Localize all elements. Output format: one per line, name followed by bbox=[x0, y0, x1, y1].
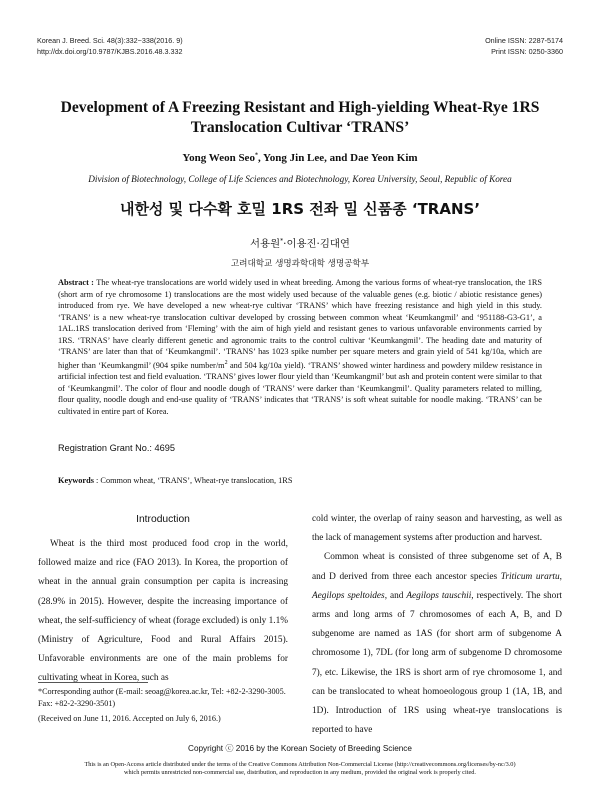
author-1: Yong Weon Seo bbox=[182, 152, 255, 164]
species-triticum: Triticum urartu bbox=[500, 571, 560, 582]
registration-grant: Registration Grant No.: 4695 bbox=[58, 443, 175, 453]
korean-corresponding-mark: * bbox=[280, 237, 284, 245]
left-column bbox=[38, 510, 288, 689]
korean-affiliation: 고려대학교 생명과학대학 생명공학부 bbox=[230, 259, 370, 269]
intro-paragraph-2: cold winter, the overlap of rainy season and harvesting, as well as the lack of management systems after production and harvest. bbox=[312, 514, 562, 544]
keywords-text: : Common wheat, ‘TRANS’, Wheat-rye translocation, 1RS bbox=[93, 476, 293, 485]
doi-link[interactable]: http://dx.doi.org/10.9787/KJBS.2016.48.3.332 bbox=[37, 46, 183, 56]
abstract-text-2: and 504 kg/10a yield). ‘TRANS’ showed winter hardiness and powdery mildew resistance in artificial infection test and field evaluation. ‘TRANS’ gives lower flour yield than ‘Keumkangmil’ but ash and protein content were similar to that of ‘Keumkangmil’. The color of flour and noodle dough of ‘TRANS’ were darker than ‘Keumkangmil’. Quality parameters related to milling, flour quality, noodle dough and end-use quality of ‘TRANS’ indicates that ‘TRANS’ is soft wheat suitable for noodle making. ‘TRANS’ can be cultivated in entire part of Korea. bbox=[58, 360, 542, 416]
author-list bbox=[40, 152, 560, 164]
print-issn: Print ISSN: 0250-3360 bbox=[491, 46, 563, 56]
species-aegilops-tauschii: Aegilops tauschii bbox=[406, 590, 472, 601]
keywords bbox=[58, 476, 542, 485]
korean-authors bbox=[40, 235, 560, 250]
article-title bbox=[40, 98, 560, 138]
korean-other-authors: ·이용진·김대연 bbox=[283, 238, 350, 250]
korean-title: 내한성 및 다수확 호밀 1RS 전좌 밀 신품종 ‘TRANS’ bbox=[119, 200, 481, 218]
right-column bbox=[312, 510, 562, 740]
abstract-text-1: The wheat-rye translocations are world widely used in wheat breeding. Among the various forms of wheat-rye translocation, the 1RS (short arm of rye chromosome 1) translocations are the most widely used because of the valuable genes (e.g. biotic / abiotic resistance genes) introduced from rye. We have developed a new wheat-rye cultivar ‘TRANS’ which have freezing resistance and high yield in this study. ‘TRANS’ is a new wheat-rye translocation cultivar developed by crossing between common wheat ‘Keumkangmil’ and ‘951188-G3-G1’, a 1AL.1RS translocation derived from ‘Fleming’ with the aim of high yield and resistant genes to various unfavorable environments carried by 1RS. ‘TRNAS’ have clearly different genetic and agronomic traits to the control cultivar ‘Keumkangmil’. The heading date and maturity of ‘TRANS’ are later than that of ‘Keumkangmil’. ‘TRANS’ has 1023 spike number per square meters and grain yield of 541 kg/10a, which are higher than ‘Keumkangmil’ (904 spike number/m bbox=[58, 278, 542, 370]
section-heading-introduction: Introduction bbox=[136, 514, 190, 525]
intro-paragraph-1: Wheat is the third most produced food crop in the world, followed maize and rice (FAO 2013). In Korea, the proportion of wheat in the annual grain consumption per capita is increasing (28.9% in 2015). However, despite the increasing importance of wheat, the self-sufficiency of wheat (forage excluded) is only 1.1% (Ministry of Agriculture, Food and Rural Affairs 2015). Unfavorable environments are one of the main problems for cultivating wheat in Korea, such as bbox=[38, 539, 288, 684]
abstract-superscript: 2 bbox=[224, 359, 228, 366]
species-aegilops-speltoides: Aegilops speltoides bbox=[312, 590, 385, 601]
affiliation: Division of Biotechnology, College of Life Sciences and Biotechnology, Korea University, Seoul, Republic of Korea bbox=[88, 174, 512, 184]
title-line-2: Translocation Cultivar ‘TRANS’ bbox=[190, 119, 410, 136]
para3-text-c: , and bbox=[384, 590, 407, 601]
issn-block bbox=[485, 36, 563, 57]
license-line-1: This is an Open-Access article distributed under the terms of the Creative Commons Attribution Non-Commercial License (http://creativecommons.org/licenses/by-nc/3.0) bbox=[84, 761, 516, 768]
footnote-rule bbox=[38, 682, 148, 683]
para3-text-d: , respectively. The short arms and long arms of 7 chromosomes of each A, B, and D subgenome are named as 1AS (for short arm of subgenome A chromosome 1), 7DL (for long arm of subgenome D chromosome 7), etc. Likewise, the 1RS is short arm of rye chromosome 1, and can be translocated to wheat homoeologous group 1 (1A, 1B, and 1D). Introduction of 1RS using wheat-rye translocations is reported to have bbox=[312, 590, 563, 736]
copyright: Copyright ⓒ 2016 by the Korean Society of Breeding Science bbox=[188, 744, 412, 753]
corresponding-mark: * bbox=[254, 152, 258, 159]
abstract-label: Abstract : bbox=[58, 278, 97, 287]
journal-line: Korean J. Breed. Sci. 48(3):332~338(2016. 9) bbox=[37, 36, 183, 45]
license-line-2: which permits unrestricted non-commercial use, distribution, and reproduction in any medium, provided the original work is properly cited. bbox=[123, 769, 476, 776]
korean-author-1: 서용원 bbox=[250, 238, 281, 250]
online-issn: Online ISSN: 2287-5174 bbox=[485, 36, 563, 45]
journal-citation bbox=[37, 36, 183, 57]
abstract bbox=[58, 277, 542, 417]
para3-text-a: Common wheat is consisted of three subgenome set of A, B and D derived from three each ancestor species bbox=[312, 552, 562, 582]
received-footnote: (Received on June 11, 2016. Accepted on July 6, 2016.) bbox=[38, 714, 221, 723]
keywords-label: Keywords bbox=[58, 476, 94, 485]
para3-text-b: , bbox=[559, 571, 562, 582]
other-authors: , Yong Jin Lee, and Dae Yeon Kim bbox=[257, 152, 418, 164]
intro-paragraph-3 bbox=[312, 548, 562, 740]
license-notice bbox=[50, 761, 550, 777]
title-line-1: Development of A Freezing Resistant and High-yielding Wheat-Rye 1RS bbox=[60, 99, 540, 116]
corresponding-footnote: *Corresponding author (E-mail: seoag@korea.ac.kr, Tel: +82-2-3290-3005. Fax: +82-2-3290-3501) bbox=[38, 687, 286, 709]
